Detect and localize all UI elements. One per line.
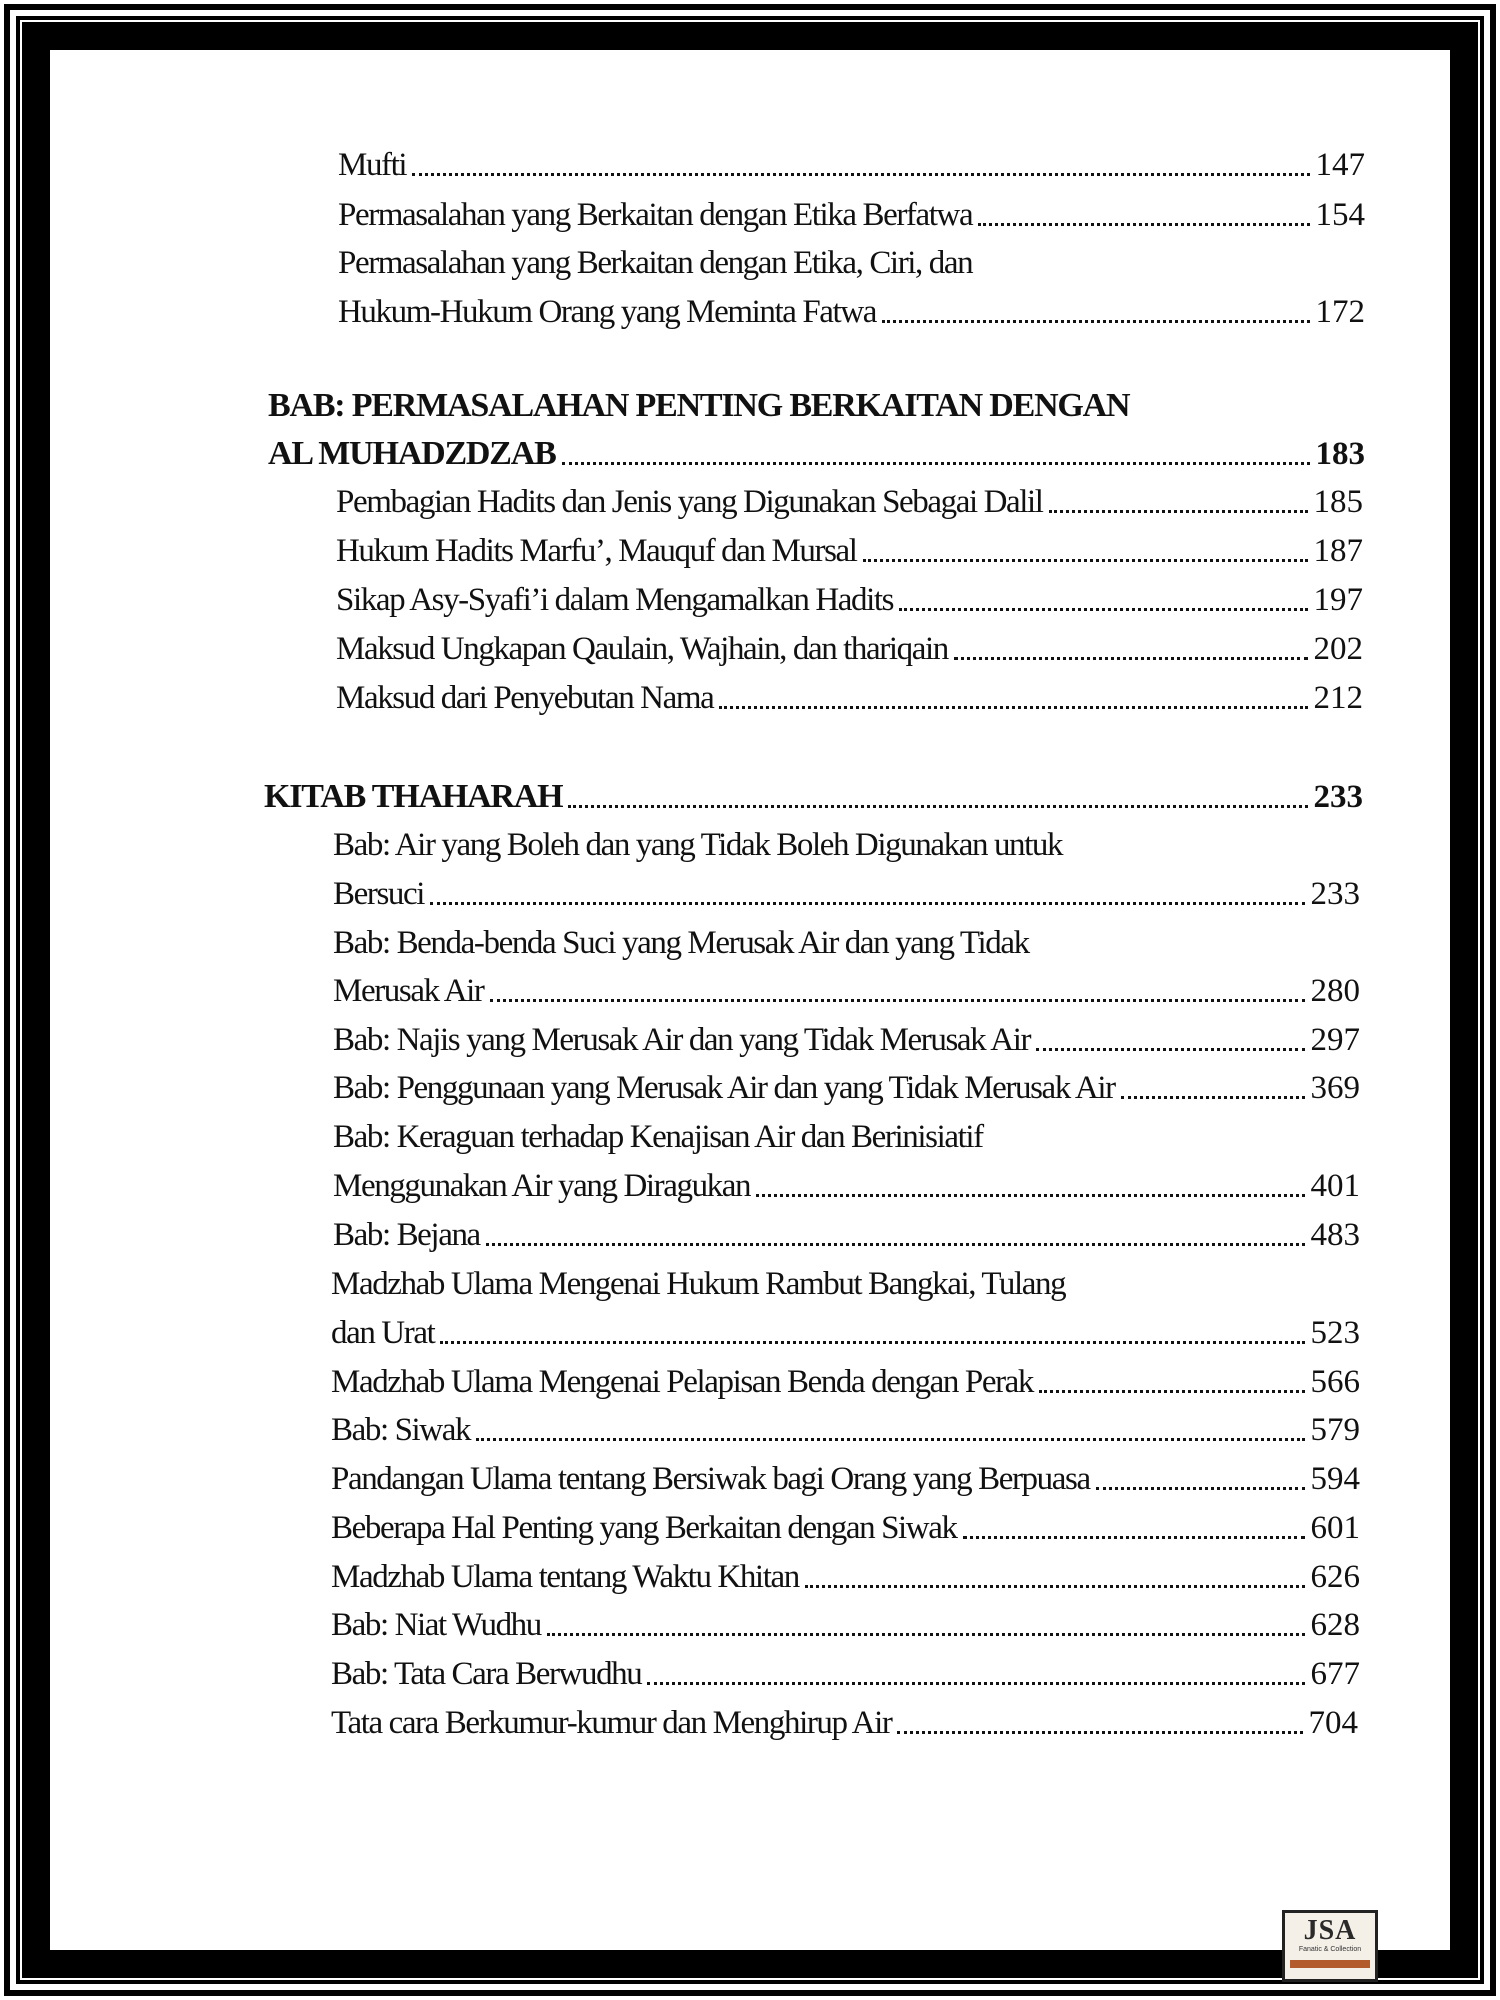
leader-dots [1039,1390,1304,1393]
toc-entry[interactable]: Permasalahan yang Berkaitan dengan Etika Berfatwa 154 [338,197,1365,233]
leader-dots [899,608,1307,611]
toc-entry[interactable]: Bab: Niat Wudhu 628 [331,1607,1360,1643]
leader-dots [486,1243,1305,1246]
toc-entry[interactable]: Hukum-Hukum Orang yang Meminta Fatwa 172 [338,294,1365,330]
toc-section-heading-line1: BAB: PERMASALAHAN PENTING BERKAITAN DENGAN [268,387,1130,424]
toc-entry[interactable]: Bab: Siwak 579 [331,1412,1360,1448]
leader-dots [547,1633,1305,1636]
toc-entry[interactable]: Maksud dari Penyebutan Nama 212 [336,680,1363,716]
toc-entry[interactable]: Beberapa Hal Penting yang Berkaitan dengan Siwak 601 [331,1510,1360,1546]
leader-dots [568,805,1307,808]
toc-entry[interactable]: Bab: Najis yang Merusak Air dan yang Tidak Merusak Air 297 [333,1022,1360,1058]
leader-dots [863,559,1308,562]
toc-entry[interactable]: Merusak Air 280 [333,973,1360,1009]
toc-entry[interactable]: Sikap Asy-Syafi’i dalam Mengamalkan Hadits 197 [336,582,1363,618]
leader-dots [490,999,1305,1002]
toc-entry-line1: Madzhab Ulama Mengenai Hukum Rambut Bangkai, Tulang [331,1266,1066,1302]
leader-dots [897,1731,1302,1734]
toc-entry-line1: Bab: Keraguan terhadap Kenajisan Air dan Berinisiatif [333,1119,983,1155]
toc-entry[interactable]: Hukum Hadits Marfu’, Mauquf dan Mursal 187 [336,533,1363,569]
toc-entry[interactable]: Mufti 147 [338,147,1365,183]
toc-section-heading[interactable]: AL MUHADZDZAB 183 [268,435,1365,472]
publisher-logo: JSA Fanatic & Collection [1282,1910,1378,1982]
toc-entry[interactable]: Bab: Tata Cara Berwudhu 677 [331,1656,1360,1692]
leader-dots [1049,510,1308,513]
toc-entry[interactable]: dan Urat 523 [331,1315,1360,1351]
leader-dots [719,706,1307,709]
leader-dots [954,657,1308,660]
toc-entry[interactable]: Madzhab Ulama Mengenai Pelapisan Benda dengan Perak 566 [331,1364,1360,1400]
leader-dots [476,1438,1304,1441]
leader-dots [756,1194,1304,1197]
toc-entry[interactable]: Tata cara Berkumur-kumur dan Menghirup Air 704 [331,1705,1358,1741]
toc-section-heading[interactable]: KITAB THAHARAH 233 [264,778,1363,815]
leader-dots [562,462,1310,465]
leader-dots [647,1682,1304,1685]
toc-entry[interactable]: Bab: Bejana 483 [333,1217,1360,1253]
toc-page [50,50,1450,1953]
toc-entry[interactable]: Bersuci 233 [333,876,1360,912]
toc-entry[interactable]: Bab: Penggunaan yang Merusak Air dan yang Tidak Merusak Air 369 [333,1070,1360,1106]
toc-entry[interactable]: Pembagian Hadits dan Jenis yang Digunakan Sebagai Dalil 185 [336,484,1363,520]
toc-entry[interactable]: Madzhab Ulama tentang Waktu Khitan 626 [331,1559,1360,1595]
toc-entry-line1: Bab: Benda-benda Suci yang Merusak Air dan yang Tidak [333,925,1029,961]
toc-entry[interactable]: Pandangan Ulama tentang Bersiwak bagi Orang yang Berpuasa 594 [331,1461,1360,1497]
leader-dots [882,320,1310,323]
toc-entry-line1: Bab: Air yang Boleh dan yang Tidak Boleh Digunakan untuk [333,827,1063,863]
leader-dots [1096,1487,1305,1490]
leader-dots [1036,1048,1304,1051]
logo-stripe [1290,1960,1370,1968]
toc-entry[interactable]: Maksud Ungkapan Qaulain, Wajhain, dan thariqain 202 [336,631,1363,667]
leader-dots [412,173,1309,176]
leader-dots [963,1536,1305,1539]
toc-entry-line1: Permasalahan yang Berkaitan dengan Etika, Ciri, dan [338,245,973,281]
leader-dots [1121,1096,1305,1099]
toc-entry[interactable]: Menggunakan Air yang Diragukan 401 [333,1168,1360,1204]
leader-dots [430,902,1304,905]
leader-dots [805,1585,1305,1588]
leader-dots [978,223,1309,226]
leader-dots [440,1341,1304,1344]
